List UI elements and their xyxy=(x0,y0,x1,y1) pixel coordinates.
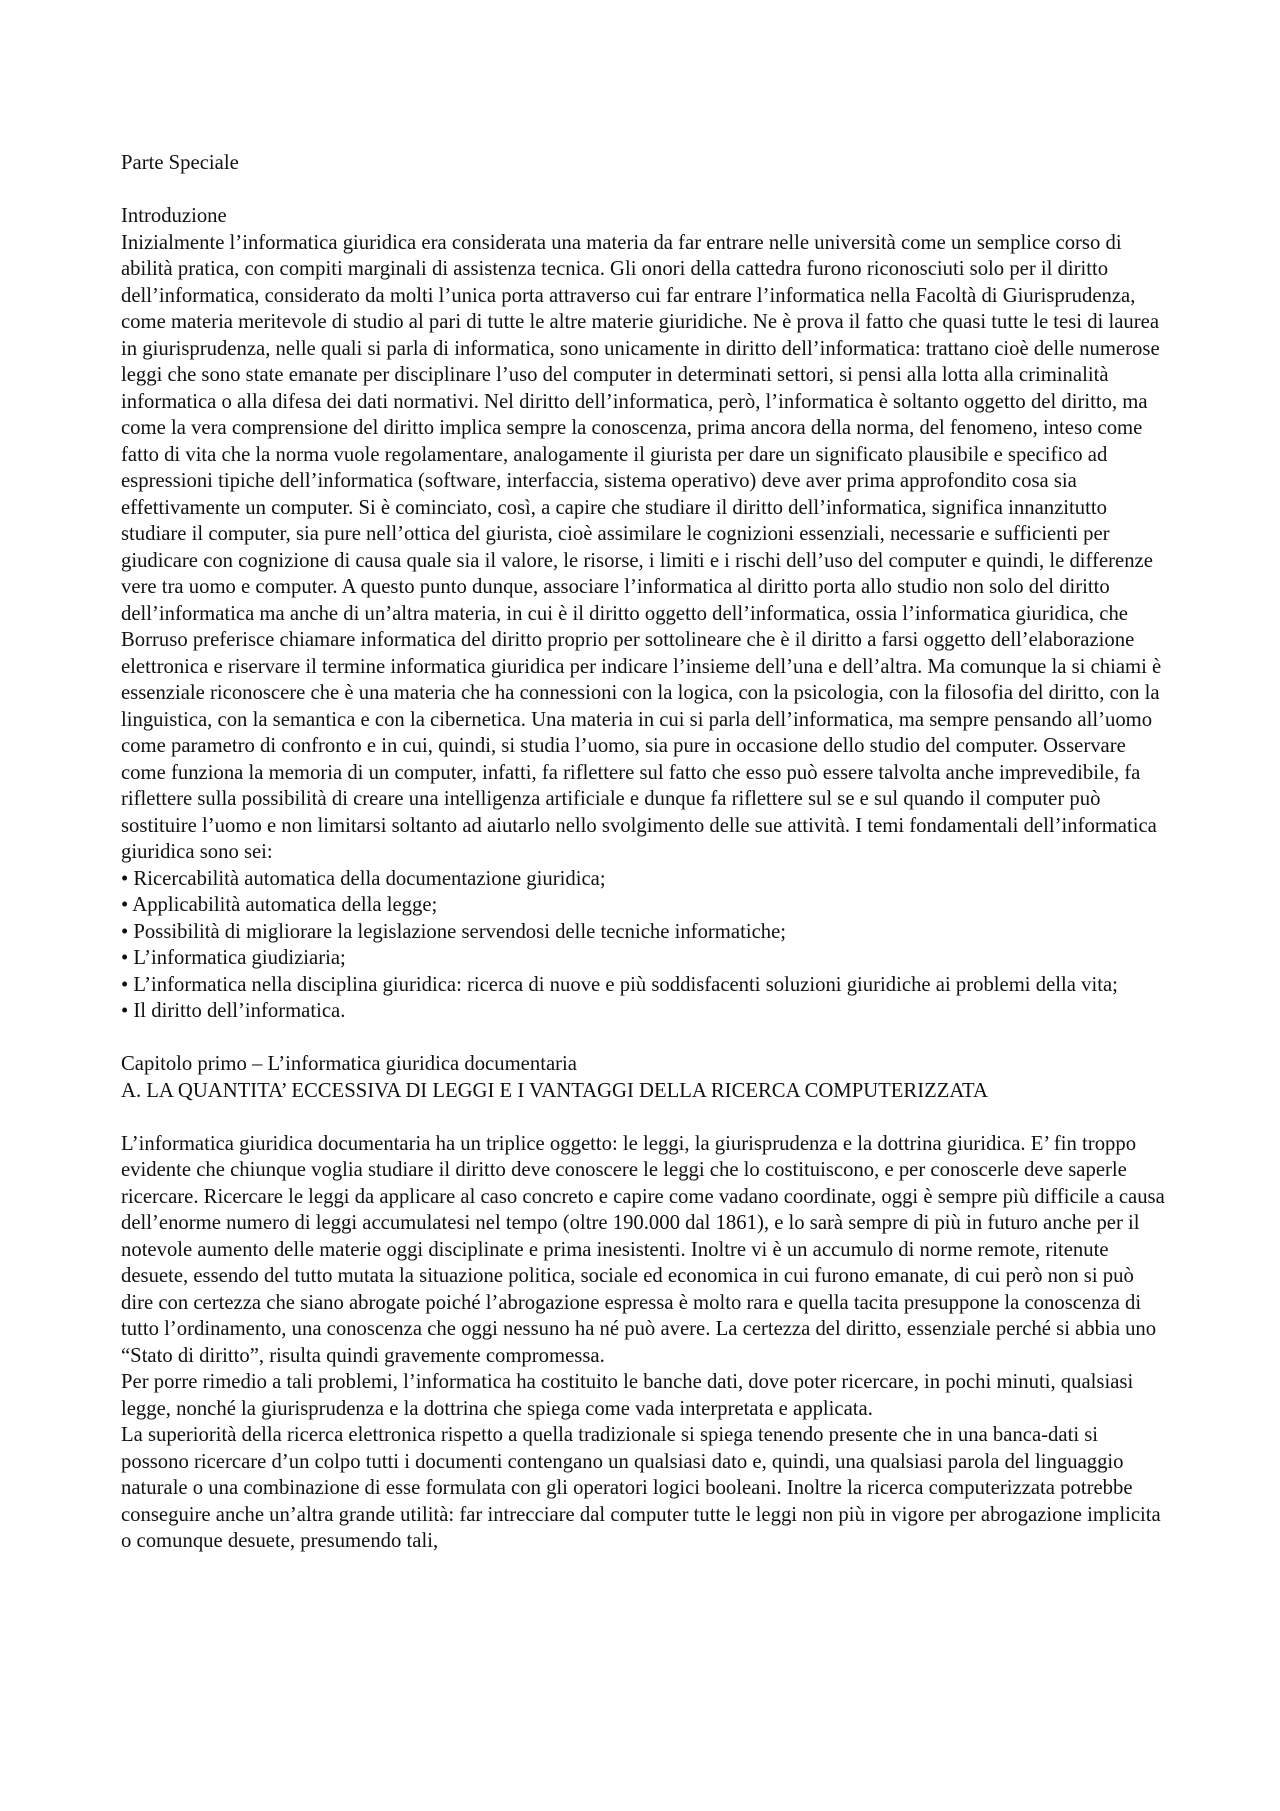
chapter-paragraph: L’informatica giuridica documentaria ha un triplice oggetto: le leggi, la giurisprudenza e la dottrina giuridica. E’ fin troppo evidente che chiunque voglia studiare il diritto deve conoscere le leggi che lo costituiscono, e per conoscerle deve saperle ricercare. Ricercare le leggi da applicare al caso concreto e capire come vadano coordinate, oggi è sempre più difficile a causa dell’enorme numero di leggi accumulatesi nel tempo (oltre 190.000 dal 1861), e lo sarà sempre di più in futuro anche per il notevole aumento delle materie oggi disciplinate e prima inesistenti. Inoltre vi è un accumulo di norme remote, ritenute desuete, essendo del tutto mutata la situazione politica, sociale ed economica in cui furono emanate, di cui però non si può dire con certezza che siano abrogate poiché l’abrogazione espressa è molto rara e quella tacita presuppone la conoscenza di tutto l’ordinamento, una conoscenza che oggi nessuno ha né può avere. La certezza del diritto, essenziale perché si abbia uno “Stato di diritto”, risulta quindi gravemente compromessa. xyxy=(121,1132,1165,1367)
list-item: • L’informatica giudiziaria; xyxy=(121,947,346,969)
part-title: Parte Speciale xyxy=(121,152,239,174)
chapter-paragraph: La superiorità della ricerca elettronica rispetto a quella tradizionale si spiega tenendo presente che in una banca-dati si possono ricercare d’un colpo tutti i documenti contengano un qualsiasi dato e, quindi, una qualsiasi parola del linguaggio naturale o una combinazione di esse formulata con gli operatori logici booleani. Inoltre la ricerca computerizzata potrebbe conseguire anche un’altra grande utilità: far intrecciare dal computer tutte le leggi non più in vigore per abrogazione implicita o comunque desuete, presumendo tali, xyxy=(121,1424,1161,1552)
chapter-title: Capitolo primo – L’informatica giuridica documentaria xyxy=(121,1053,577,1075)
intro-heading: Introduzione xyxy=(121,205,227,227)
document-body xyxy=(121,150,1171,1555)
list-item: • Possibilità di migliorare la legislazione servendosi delle tecniche informatiche; xyxy=(121,920,787,943)
themes-list xyxy=(121,866,1171,1025)
list-item: • Applicabilità automatica della legge; xyxy=(121,894,438,916)
spacer xyxy=(121,1104,1171,1131)
spacer xyxy=(121,177,1171,204)
list-item: • Il diritto dell’informatica. xyxy=(121,1000,346,1022)
list-item: • Ricercabilità automatica della documentazione giuridica; xyxy=(121,867,606,890)
intro-paragraph: Inizialmente l’informatica giuridica era considerata una materia da far entrare nelle università come un semplice corso di abilità pratica, con compiti marginali di assistenza tecnica. Gli onori della cattedra furono riconosciuti solo per il diritto dell’informatica, considerato da molti l’unica porta attraverso cui far entrare l’informatica nella Facoltà di Giurisprudenza, come materia meritevole di studio al pari di tutte le altre materie giuridiche. Ne è prova il fatto che quasi tutte le tesi di laurea in giurisprudenza, nelle quali si parla di informatica, sono unicamente in diritto dell’informatica: trattano cioè delle numerose leggi che sono state emanate per disciplinare l’uso del computer in determinati settori, si pensi alla lotta alla criminalità informatica o alla difesa dei dati normativi. Nel diritto dell’informatica, però, l’informatica è soltanto oggetto del diritto, ma come la vera comprensione del diritto implica sempre la conoscenza, prima ancora della norma, del fenomeno, inteso come fatto di vita che la norma vuole regolamentare, analogamente il giurista per dare un significato plausibile e specifico ad espressioni tipiche dell’informatica (software, interfaccia, sistema operativo) deve aver prima approfondito cosa sia effettivamente un computer. Si è cominciato, così, a capire che studiare il diritto dell’informatica, significa innanzitutto studiare il computer, sia pure nell’ottica del giurista, cioè assimilare le cognizioni essenziali, necessarie e sufficienti per giudicare con cognizione di causa quale sia il valore, le risorse, i limiti e i rischi dell’uso del computer e quindi, le differenze vere tra uomo e computer. A questo punto dunque, associare l’informatica al diritto porta allo studio non solo del diritto dell’informatica ma anche di un’altra materia, in cui è il diritto oggetto dell’informatica, ossia l’informatica giuridica, che Borruso preferisce chiamare informatica del diritto proprio per sottolineare che è il diritto a farsi oggetto dell’elaborazione elettronica e riservare il termine informatica giuridica per indicare l’insieme dell’una e dell’altra. Ma comunque la si chiami è essenziale riconoscere che è una materia che ha connessioni con la logica, con la psicologia, con la filosofia del diritto, con la linguistica, con la semantica e con la cibernetica. Una materia in cui si parla dell’informatica, ma sempre pensando all’uomo come parametro di confronto e in cui, quindi, si studia l’uomo, sia pure in occasione dello studio del computer. Osservare come funziona la memoria di un computer, infatti, fa riflettere sul fatto che esso può essere talvolta anche imprevedibile, fa riflettere sulla possibilità di creare una intelligenza artificiale e dunque fa riflettere sul se e sul quando il computer può sostituire l’uomo e non limitarsi soltanto ad aiutarlo nello svolgimento delle sue attività. I temi fondamentali dell’informatica giuridica sono sei: xyxy=(121,231,1162,863)
chapter-paragraph: Per porre rimedio a tali problemi, l’informatica ha costituito le banche dati, dove poter ricercare, in pochi minuti, qualsiasi legge, nonché la giurisprudenza e la dottrina che spiega come vada interpretata e applicata. xyxy=(121,1371,1134,1420)
spacer xyxy=(121,1025,1171,1052)
section-title: A. LA QUANTITA’ ECCESSIVA DI LEGGI E I VANTAGGI DELLA RICERCA COMPUTERIZZATA xyxy=(121,1079,988,1102)
list-item: • L’informatica nella disciplina giuridica: ricerca di nuove e più soddisfacenti soluzioni giuridiche ai problemi della vita; xyxy=(121,973,1118,996)
